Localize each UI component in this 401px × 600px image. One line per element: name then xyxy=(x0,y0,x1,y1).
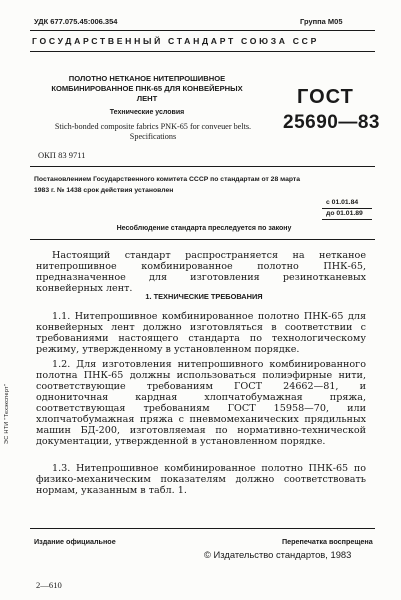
decree-line-1: Постановлением Государственного комитета СССР по стандартам от 28 марта xyxy=(34,176,301,183)
paragraph-1-3: 1.3. Нитепрошивное комбинированное полотно ПНК-65 по физико-механическим показателям должно соответствовать нормам, указанным в табл. 1. xyxy=(36,463,366,496)
english-title-line-1: Stich-bonded composite fabrics PNK-65 for conveuer belts. xyxy=(54,122,252,131)
section-heading: 1. ТЕХНИЧЕСКИЕ ТРЕБОВАНИЯ xyxy=(145,292,263,301)
reprint-notice: Перепечатка воспрещена xyxy=(282,537,373,546)
title-line-3: ЛЕНТ xyxy=(136,94,158,103)
page-code: 2—610 xyxy=(36,580,62,590)
technical-conditions: Технические условия xyxy=(109,109,185,116)
okp-code: ОКП 83 9711 xyxy=(38,150,86,160)
group-code: Группа М05 xyxy=(300,17,343,26)
official-edition: Издание официальное xyxy=(34,537,116,546)
decree-line-2: 1983 г. № 1438 срок действия установлен xyxy=(34,187,174,194)
header-rule-bottom xyxy=(30,51,375,52)
title-line-2: КОМБИНИРОВАННОЕ ПНК-65 ДЛЯ КОНВЕЙЕРНЫХ xyxy=(51,84,243,93)
header-rule-top xyxy=(30,30,375,31)
validity-to: до 01.01.89 xyxy=(326,210,363,217)
state-standard-banner: ГОСУДАРСТВЕННЫЙ СТАНДАРТ СОЮЗА ССР xyxy=(32,36,320,46)
paragraph-1-2: 1.2. Для изготовления нитепрошивного комбинированного полотна ПНК-65 должны использоваться полиэфирные нити, соответствующие требованиям ГОСТ 24662—81, и однониточная кардная хлопчатобумажная пряжа, соответствующая требованиям ГОСТ 15958—70, или хлопчатобумажная пряжа с пневмомеханических прядильных машин БД-200, изготовляемая по нормативно-технической документации, утвержденной в установленном порядке. xyxy=(36,359,366,447)
decree-rule xyxy=(30,239,375,240)
gost-number: 25690—83 xyxy=(283,112,380,133)
sidebar-stamp: ЭС НТИ "Техэксперт" xyxy=(4,383,10,444)
title-rule xyxy=(30,166,375,167)
title-block xyxy=(42,74,252,104)
english-title-line-2: Specifications xyxy=(129,132,177,141)
footer-rule xyxy=(30,528,375,529)
validity-from: с 01.01.84 xyxy=(326,199,359,206)
udc-code: УДК 677.075.45:006.354 xyxy=(34,17,118,26)
validity-underline-2 xyxy=(322,219,372,220)
validity-underline-1 xyxy=(322,208,372,209)
intro-paragraph: Настоящий стандарт распространяется на нетканое нитепрошивное комбинированное полотно ПНК-65, предназначенное для изготовления резинотканевых конвейерных лент. xyxy=(36,250,366,294)
english-title xyxy=(38,122,268,142)
copyright-line: © Издательство стандартов, 1983 xyxy=(204,549,352,560)
gost-label: ГОСТ xyxy=(297,86,354,108)
title-line-1: ПОЛОТНО НЕТКАНОЕ НИТЕПРОШИВНОЕ xyxy=(68,74,226,83)
paragraph-1-1: 1.1. Нитепрошивное комбинированное полотно ПНК-65 для конвейерных лент должно изготовляться в соответствии с требованиями настоящего стандарта по технологическому режиму, утвержденному в установленном порядке. xyxy=(36,311,366,355)
legal-notice: Несоблюдение стандарта преследуется по закону xyxy=(116,225,292,232)
